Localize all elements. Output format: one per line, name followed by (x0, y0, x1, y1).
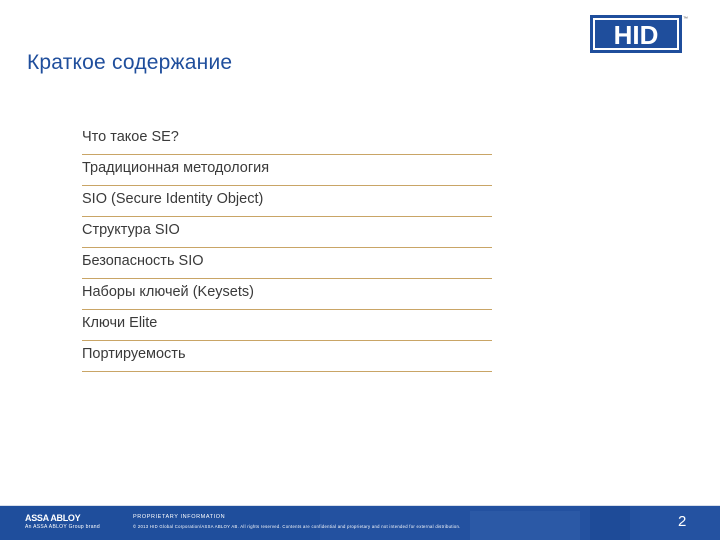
agenda-item: Структура SIO (82, 219, 492, 248)
page-number: 2 (678, 513, 687, 530)
assa-abloy-logo: ASSA ABLOY (25, 513, 81, 523)
proprietary-notice: PROPRIETARY INFORMATION (133, 514, 226, 520)
copyright-notice: © 2013 HID Global Corporation/ASSA ABLOY AB. All rights reserved. Contents are confidential and proprietary and not intended for external distribution. (133, 524, 461, 529)
hid-logo (590, 15, 686, 53)
agenda-item: Безопасность SIO (82, 250, 492, 279)
agenda-item: Что такое SE? (82, 126, 492, 155)
footer-pattern (0, 505, 720, 540)
agenda-list (82, 126, 492, 372)
trademark-mark: ™ (683, 16, 688, 22)
agenda-item: Ключи Elite (82, 312, 492, 341)
agenda-item: Традиционная методология (82, 157, 492, 186)
agenda-item: Наборы ключей (Keysets) (82, 281, 492, 310)
agenda-item: SIO (Secure Identity Object) (82, 188, 492, 217)
slide-title: Краткое содержание (27, 51, 233, 74)
footer-bar (0, 505, 720, 540)
assa-abloy-tagline: An ASSA ABLOY Group brand (25, 524, 100, 530)
hid-logo-text: HID (613, 20, 659, 50)
agenda-item: Портируемость (82, 343, 492, 372)
